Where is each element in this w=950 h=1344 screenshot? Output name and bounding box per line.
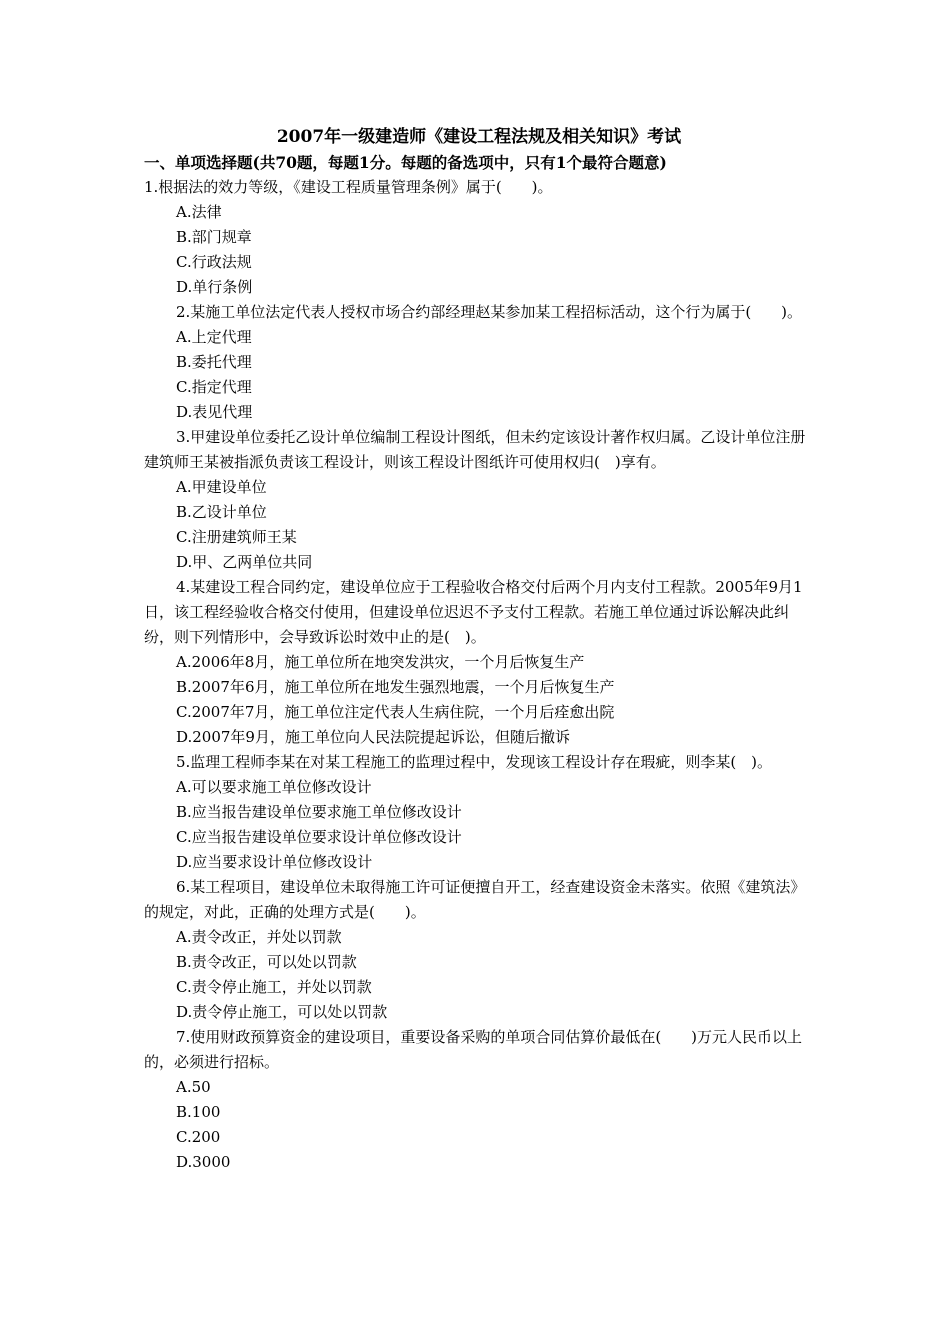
document-title: 2007年一级建造师《建设工程法规及相关知识》考试 bbox=[276, 127, 682, 147]
question-text: 1.根据法的效力等级，《建设工程质量管理条例》属于( )。 bbox=[144, 178, 553, 196]
option-a: A.50 bbox=[176, 1078, 211, 1096]
question-2 bbox=[144, 300, 814, 425]
question-1 bbox=[144, 175, 814, 300]
option-d: D.责令停止施工，可以处以罚款 bbox=[176, 1003, 388, 1021]
option-d: D.3000 bbox=[176, 1153, 231, 1171]
question-7 bbox=[144, 1025, 814, 1175]
question-4 bbox=[144, 575, 814, 750]
option-d: D.2007年9月，施工单位向人民法院提起诉讼，但随后撤诉 bbox=[176, 728, 570, 746]
option-b: B.应当报告建设单位要求施工单位修改设计 bbox=[176, 803, 462, 821]
question-text: 5.监理工程师李某在对某工程施工的监理过程中，发现该工程设计存在瑕疵，则李某( )。 bbox=[176, 753, 773, 771]
option-d: D.单行条例 bbox=[176, 278, 253, 296]
question-text: 6.某工程项目，建设单位未取得施工许可证便擅自开工，经查建设资金未落实。依照《建筑法》的规定，对此，正确的处理方式是( )。 bbox=[144, 878, 806, 921]
question-5 bbox=[144, 750, 814, 875]
option-a: A.责令改正，并处以罚款 bbox=[176, 928, 342, 946]
option-a: A.2006年8月，施工单位所在地突发洪灾，一个月后恢复生产 bbox=[176, 653, 585, 671]
question-3 bbox=[144, 425, 814, 575]
option-b: B.乙设计单位 bbox=[176, 503, 267, 521]
document-page bbox=[144, 124, 814, 1175]
option-c: C.应当报告建设单位要求设计单位修改设计 bbox=[176, 828, 462, 846]
option-d: D.甲、乙两单位共同 bbox=[176, 553, 313, 571]
option-a: A.可以要求施工单位修改设计 bbox=[176, 778, 372, 796]
option-b: B.责令改正，可以处以罚款 bbox=[176, 953, 357, 971]
question-text: 3.甲建设单位委托乙设计单位编制工程设计图纸，但未约定该设计著作权归属。乙设计单位注册建筑师王某被指派负责该工程设计，则该工程设计图纸许可使用权归( )享有。 bbox=[144, 428, 806, 471]
option-a: A.法律 bbox=[176, 203, 222, 221]
question-text: 4.某建设工程合同约定，建设单位应于工程验收合格交付后两个月内支付工程款。2005年9月1日，该工程经验收合格交付使用，但建设单位迟迟不予支付工程款。若施工单位通过诉讼解决此纠纷，则下列情形中，会导致诉讼时效中止的是( )。 bbox=[144, 578, 803, 646]
option-b: B.部门规章 bbox=[176, 228, 252, 246]
option-b: B.委托代理 bbox=[176, 353, 252, 371]
option-c: C.指定代理 bbox=[176, 378, 252, 396]
option-a: A.甲建设单位 bbox=[176, 478, 267, 496]
option-d: D.应当要求设计单位修改设计 bbox=[176, 853, 373, 871]
question-6 bbox=[144, 875, 814, 1025]
question-text: 2.某施工单位法定代表人授权市场合约部经理赵某参加某工程招标活动，这个行为属于( )。 bbox=[176, 303, 803, 321]
section-heading: 一、单项选择题(共70题，每题1分。每题的备选项中，只有1个最符合题意) bbox=[144, 153, 667, 172]
option-c: C.200 bbox=[176, 1128, 221, 1146]
option-c: C.2007年7月，施工单位注定代表人生病住院，一个月后痊愈出院 bbox=[176, 703, 615, 721]
option-d: D.表见代理 bbox=[176, 403, 253, 421]
option-a: A.上定代理 bbox=[176, 328, 252, 346]
option-c: C.责令停止施工，并处以罚款 bbox=[176, 978, 372, 996]
question-text: 7.使用财政预算资金的建设项目，重要设备采购的单项合同估算价最低在( )万元人民币以上的，必须进行招标。 bbox=[144, 1028, 803, 1071]
option-c: C.行政法规 bbox=[176, 253, 252, 271]
option-c: C.注册建筑师王某 bbox=[176, 528, 297, 546]
option-b: B.2007年6月，施工单位所在地发生强烈地震，一个月后恢复生产 bbox=[176, 678, 615, 696]
option-b: B.100 bbox=[176, 1103, 221, 1121]
